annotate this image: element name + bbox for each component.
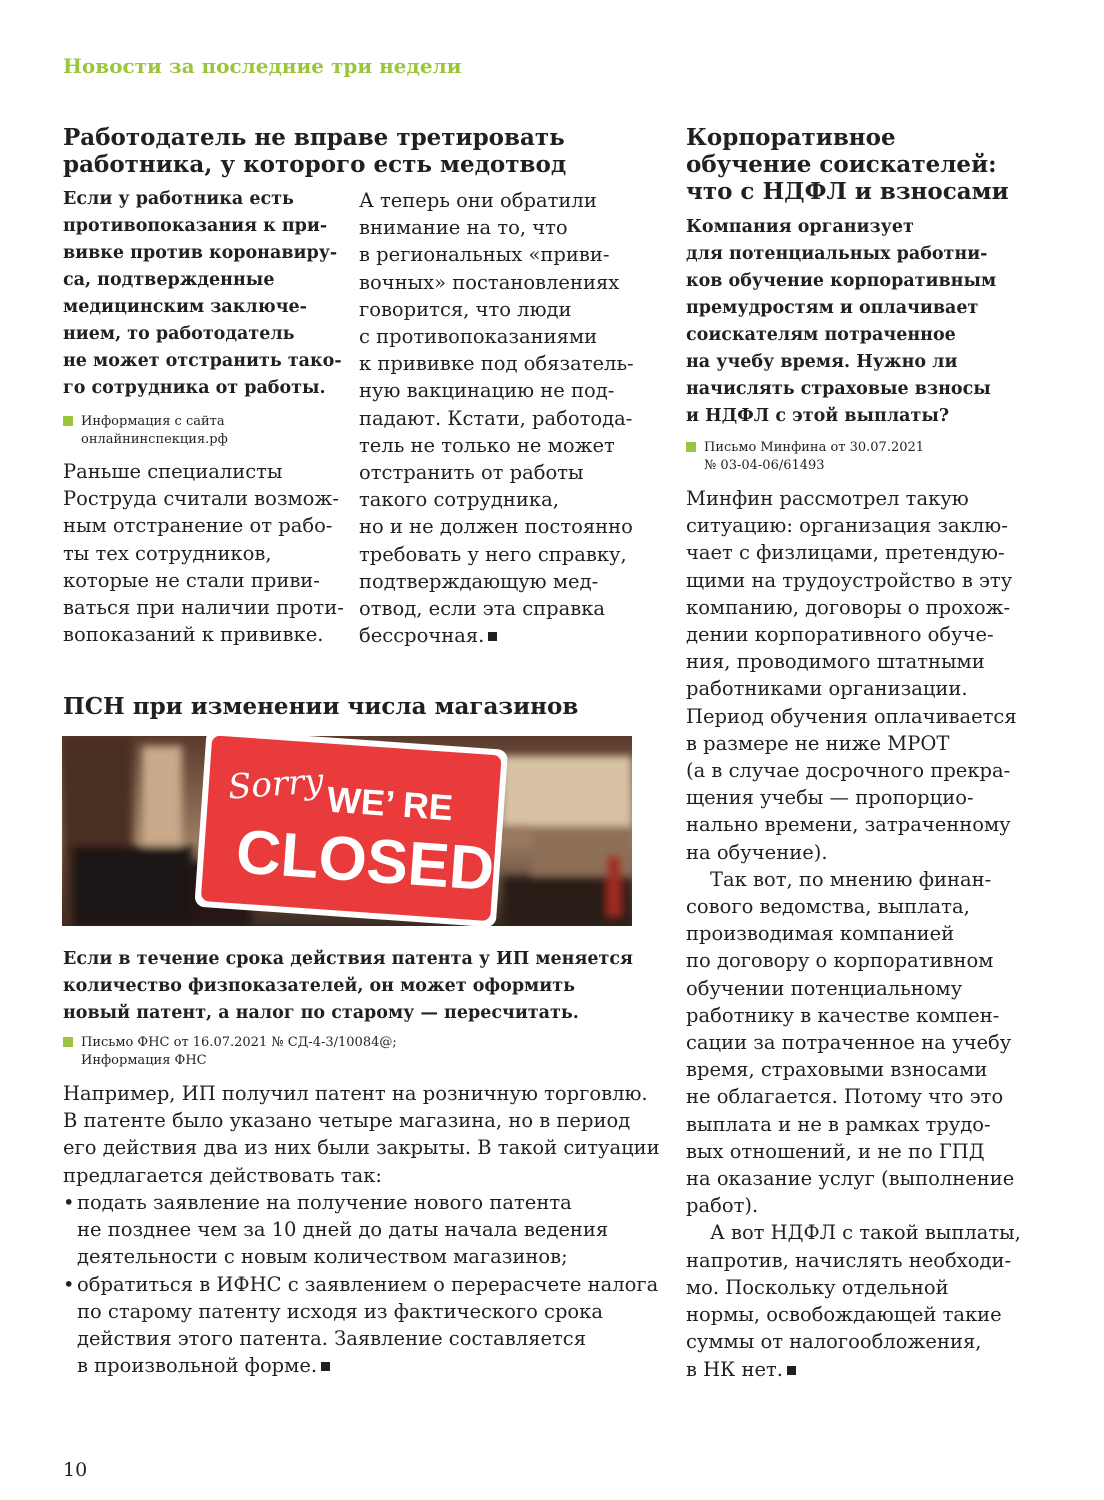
paragraph: А вот НДФЛ с такой выплаты, напротив, начислять необходи- мо. Поскольку отдельной нормы, освобождающей такие суммы от налогообложения, в НК нет.	[686, 1221, 1021, 1381]
end-mark-icon	[787, 1366, 796, 1375]
source-marker-icon	[686, 442, 696, 452]
article1-title: Работодатель не вправе третировать работника, у которого есть медотвод	[63, 124, 567, 178]
list-item: • обратиться в ИФНС с заявлением о перерасчете налога по старому патенту исходя из фактического срока действия этого патента. Заявление составляется в произвольной форме.	[63, 1272, 659, 1378]
source-marker-icon	[63, 416, 73, 426]
article3-title: Корпоративное обучение соискателей: что с НДФЛ и взносами	[686, 124, 1009, 205]
article3-source: Письмо Минфина от 30.07.2021 № 03-04-06/61493	[686, 439, 924, 475]
list-item: • подать заявление на получение нового патента не позднее чем за 10 дней до даты начала ведения деятельности с новым количеством магазинов;	[63, 1191, 609, 1269]
bullet-icon: •	[63, 1191, 75, 1214]
sign-were-text: WE’ RE	[325, 778, 455, 829]
article2-lead: Если в течение срока действия патента у ИП меняется количество физпоказателей, он может оформить новый патент, а налог по старому — пересчитать.	[63, 949, 633, 1023]
article2-title: ПСН при изменении числа магазинов	[63, 693, 579, 720]
article2-source: Письмо ФНС от 16.07.2021 № СД-4-3/10084@; Информация ФНС	[63, 1034, 397, 1070]
article3-lead: Компания организует для потенциальных работни- ков обучение корпоративным премудростям и оплачивает соискателям потраченное на учебу время. Нужно ли начислять страховые взносы и НДФЛ с этой выплаты?	[686, 217, 997, 426]
paragraph: Минфин рассмотрел такую ситуацию: организация заклю- чает с физлицами, претендую- щими на трудоустройство в эту компанию, договоры о прохож- дении корпоративного обуче- ния, проводимого штатными работниками организации. Период обучения оплачивается в размере не ниже МРОТ (а в случае досрочного прекра- щения учебы — пропорцио- нально времени, затраченному на обучение).	[686, 487, 1017, 864]
end-mark-icon	[321, 1362, 330, 1371]
article1-body-right: А теперь они обратили внимание на то, что в региональных «приви- вочных» постановлениях говорится, что люди с противопоказаниями к прививке под обязатель- ную вакцинацию не под- падают. Кстати, работода- тель не только не может отстранить от работы такого сотрудника, но и не должен постоянно требовать у него справку, подтверждающую мед- отвод, если эта справка бессрочная.	[359, 189, 634, 648]
article1-body-left: Раньше специалисты Роструда считали возмож- ным отстранение от рабо- ты тех сотрудников, которые не стали приви- ваться при наличии проти- вопоказаний к прививке.	[63, 460, 344, 647]
end-mark-icon	[488, 632, 497, 641]
section-title: Новости за последние три недели	[63, 54, 462, 78]
closed-sign-photo	[62, 736, 632, 926]
article2-body: Например, ИП получил патент на розничную торговлю. В патенте было указано четыре магазина, но в период его действия два из них были закрыты. В такой ситуации предлагается действовать так:	[63, 1082, 660, 1187]
article1-source: Информация с сайта онлайнинспекция.рф	[63, 413, 228, 449]
page-number: 10	[63, 1459, 88, 1481]
paragraph: Так вот, по мнению финан- сового ведомства, выплата, производимая компанией по договору о корпоративном обучении потенциальному работнику в качестве компен- сации за потраченное на учебу время, страховыми взносами не облагается. Потому что это выплата и не в рамках трудо- вых отношений, и не по ГПД на оказание услуг (выполнение работ).	[686, 867, 1015, 1218]
article3-body	[686, 485, 1021, 1383]
source-marker-icon	[63, 1037, 73, 1047]
article2-bullet-list	[63, 1189, 659, 1379]
bullet-icon: •	[63, 1272, 75, 1296]
article1-lead: Если у работника есть противопоказания к при- вивке против коронавиру- са, подтвержденные медицинским заключе- нием, то работодатель не может отстранить тако- го сотрудника от работы.	[63, 189, 342, 398]
sign-sorry-text: Sorry	[226, 761, 325, 808]
sign-closed-text: CLOSED	[233, 817, 497, 905]
